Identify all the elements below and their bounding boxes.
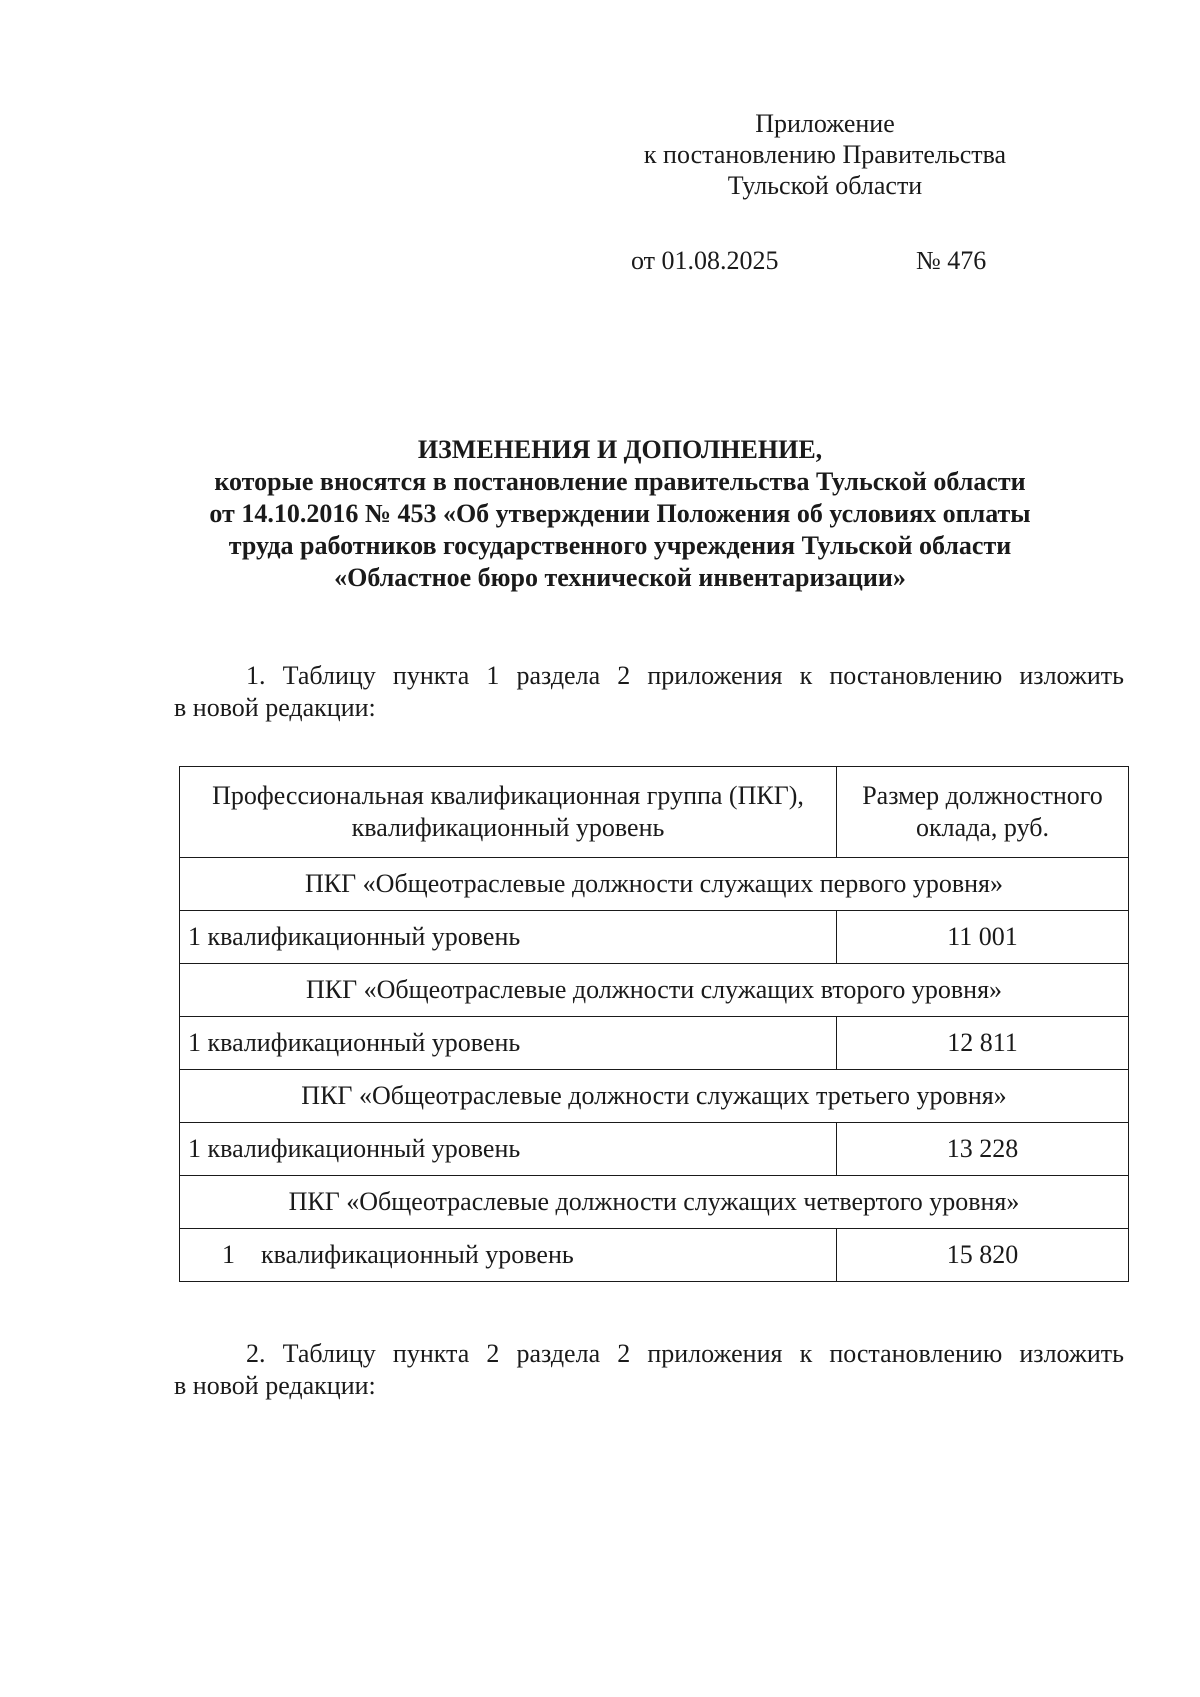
paragraph-line: в новой редакции: <box>174 1371 376 1400</box>
header-salary: Размер должностного оклада, руб. <box>837 767 1129 858</box>
table-row <box>180 1017 1129 1070</box>
level-cell: 1 квалификационный уровень <box>180 1229 837 1282</box>
group-title: ПКГ «Общеотраслевые должности служащих первого уровня» <box>180 858 1129 911</box>
table-header-row <box>180 767 1129 858</box>
paragraph-line: 2. Таблицу пункта 2 раздела 2 приложения к постановлению изложить <box>246 1339 1124 1368</box>
paragraph-line: 1. Таблицу пункта 1 раздела 2 приложения к постановлению изложить <box>246 661 1124 690</box>
resolution-date: от 01.08.2025 <box>631 246 779 275</box>
group-row <box>180 964 1129 1017</box>
title-line: от 14.10.2016 № 453 «Об утверждении Положения об условиях оплаты <box>209 499 1031 528</box>
level-cell: 1 квалификационный уровень <box>180 1017 837 1070</box>
group-row <box>180 858 1129 911</box>
title-line: «Областное бюро технической инвентаризации» <box>334 563 906 592</box>
paragraph-2 <box>174 1338 1124 1402</box>
group-title: ПКГ «Общеотраслевые должности служащих третьего уровня» <box>180 1070 1129 1123</box>
group-title: ПКГ «Общеотраслевые должности служащих второго уровня» <box>180 964 1129 1017</box>
paragraph-line: в новой редакции: <box>174 693 376 722</box>
table-row <box>180 1229 1129 1282</box>
resolution-number: № 476 <box>916 246 987 275</box>
amount-cell: 15 820 <box>837 1229 1129 1282</box>
appendix-header <box>590 108 1060 201</box>
title-line: труда работников государственного учреждения Тульской области <box>228 531 1012 560</box>
header-group-level: Профессиональная квалификационная группа (ПКГ), квалификационный уровень <box>180 767 837 858</box>
paragraph-1 <box>174 660 1124 724</box>
title-line: ИЗМЕНЕНИЯ И ДОПОЛНЕНИЕ, <box>417 435 823 464</box>
group-row <box>180 1176 1129 1229</box>
group-row <box>180 1070 1129 1123</box>
amount-cell: 11 001 <box>837 911 1129 964</box>
salary-table <box>179 766 1129 1282</box>
appendix-line: к постановлению Правительства <box>643 140 1007 169</box>
title-line: которые вносятся в постановление правительства Тульской области <box>214 467 1026 496</box>
table-row <box>180 1123 1129 1176</box>
appendix-line: Тульской области <box>727 171 923 200</box>
group-title: ПКГ «Общеотраслевые должности служащих четвертого уровня» <box>180 1176 1129 1229</box>
amount-cell: 13 228 <box>837 1123 1129 1176</box>
amount-cell: 12 811 <box>837 1017 1129 1070</box>
appendix-line: Приложение <box>755 109 895 138</box>
table-row <box>180 911 1129 964</box>
document-title <box>160 434 1080 594</box>
level-cell: 1 квалификационный уровень <box>180 911 837 964</box>
level-cell: 1 квалификационный уровень <box>180 1123 837 1176</box>
